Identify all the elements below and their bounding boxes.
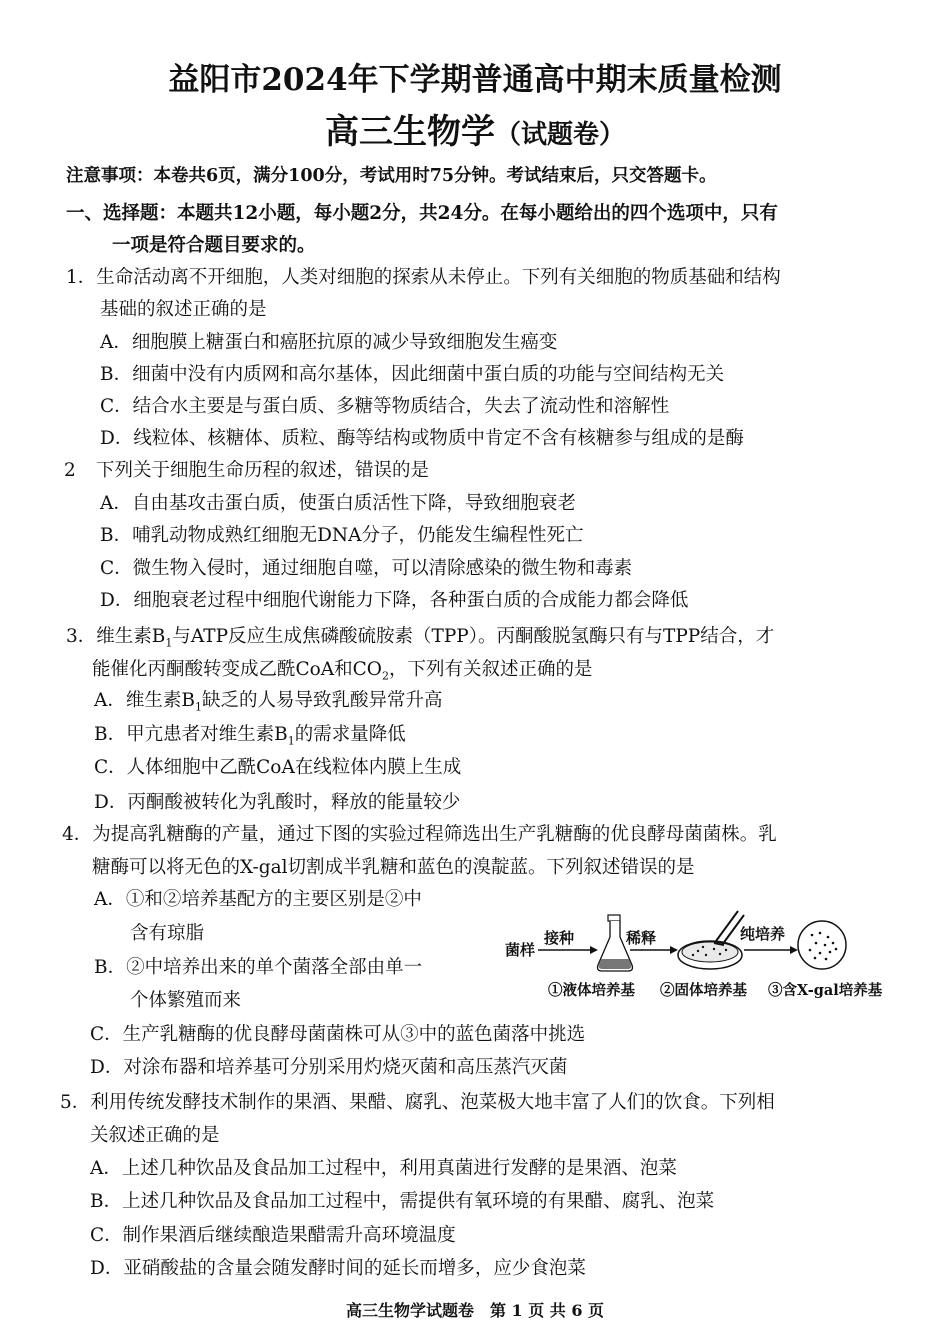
arrow-head: [790, 946, 798, 954]
q3-option-d: D．丙酮酸被转化为乳酸时，释放的能量较少: [94, 792, 461, 813]
q2-option-a: A．自由基攻击蛋白质，使蛋白质活性下降，导致细胞衰老: [100, 493, 576, 514]
paper-type: （试题卷）: [494, 120, 625, 150]
diagram-label-2: ②固体培养基: [660, 982, 747, 999]
q4-stem-cont: 糖酶可以将无色的X-gal切割成半乳糖和蓝色的溴靛蓝。下列叙述错误的是: [92, 857, 695, 878]
q3-option-c: C．人体细胞中乙酰CoA在线粒体内膜上生成: [94, 757, 462, 778]
q3-stem-part: 3．维生素B: [66, 626, 166, 647]
diagram-inoculate-label: 接种: [544, 929, 575, 947]
q2-option-b: B．哺乳动物成熟红细胞无DNA分子，仍能发生编程性死亡: [100, 525, 584, 546]
q2-option-c: C．微生物入侵时，通过细胞自噬，可以清除感染的微生物和毒素: [100, 558, 633, 579]
q1-option-d: D．线粒体、核糖体、质粒、酶等结构或物质中肯定不含有核糖参与组成的是酶: [100, 428, 744, 449]
q4-option-c: C．生产乳糖酶的优良酵母菌菌株可从③中的蓝色菌落中挑选: [90, 1024, 586, 1045]
page-footer: 高三生物学试题卷 第 1 页 共 6 页: [345, 1301, 605, 1320]
q3-stem-cont: [92, 657, 593, 690]
q5-option-a: A．上述几种饮品及食品加工过程中，利用真菌进行发酵的是果酒、泡菜: [90, 1158, 677, 1179]
experiment-diagram: [500, 905, 900, 1005]
exam-notice: 注意事项：本卷共6页，满分100分，考试用时75分钟。考试结束后，只交答题卡。: [66, 166, 717, 186]
q3-option-b: [94, 722, 406, 755]
section-heading-cont: 一项是符合题目要求的。: [112, 235, 316, 256]
q3-option-a-part: A．维生素B: [94, 690, 195, 711]
q4-option-b-cont: 个体繁殖而来: [130, 990, 242, 1011]
q3-stem-part: 与ATP反应生成焦磷酸硫胺素（TPP）。丙酮酸脱氢酶只有与TPP结合，才: [172, 626, 775, 647]
petri-dish-icon: [678, 911, 744, 969]
arrow-head: [590, 946, 598, 954]
exam-subject-heading: [0, 104, 950, 153]
exam-title: 益阳市2024年下学期普通高中期末质量检测: [168, 62, 782, 98]
q4-stem: 4．为提高乳糖酶的产量，通过下图的实验过程筛选出生产乳糖酶的优良酵母菌菌株。乳: [62, 824, 777, 845]
q5-option-c: C．制作果酒后继续酿造果醋需升高环境温度: [90, 1225, 456, 1246]
q3-stem-part: 能催化丙酮酸转变成乙酰CoA和CO: [92, 659, 382, 680]
subscript: 2: [381, 669, 389, 683]
q3-stem: [66, 624, 774, 657]
subject-name: 高三生物学: [324, 112, 495, 152]
q3-stem-part: ，下列有关叙述正确的是: [388, 659, 593, 680]
xgal-plate-icon: [798, 921, 846, 969]
q3-option-b-part: B．甲亢患者对维生素B: [94, 724, 288, 745]
q1-option-b: B．细菌中没有内质网和高尔基体，因此细菌中蛋白质的功能与空间结构无关: [100, 364, 725, 385]
q2-option-d: D．细胞衰老过程中细胞代谢能力下降，各种蛋白质的合成能力都会降低: [100, 590, 689, 611]
q3-option-a-part: 缺乏的人易导致乳酸异常升高: [201, 690, 443, 711]
q1-option-a: A．细胞膜上糖蛋白和癌胚抗原的减少导致细胞发生癌变: [100, 332, 558, 353]
subscript: 1: [287, 734, 295, 748]
q4-option-a: A．①和②培养基配方的主要区别是②中: [94, 889, 422, 910]
q4-option-a-cont: 含有琼脂: [130, 923, 205, 944]
q4-option-b: B．②中培养出来的单个菌落全部由单一: [94, 957, 423, 978]
q5-option-d: D．亚硝酸盐的含量会随发酵时间的延长而增多，应少食泡菜: [90, 1258, 586, 1279]
subscript: 1: [194, 700, 202, 714]
q1-stem-cont: 基础的叙述正确的是: [100, 299, 267, 320]
diagram-purify-label: 纯培养: [740, 925, 786, 943]
section-heading: 一、选择题：本题共12小题，每小题2分，共24分。在每小题给出的四个选项中，只有: [66, 203, 778, 224]
q1-option-c: C．结合水主要是与蛋白质、多糖等物质结合，失去了流动性和溶解性: [100, 396, 670, 417]
q2-stem: 下列关于细胞生命历程的叙述，错误的是: [96, 460, 430, 481]
q2-number: 2: [64, 460, 76, 481]
subscript: 1: [165, 636, 173, 650]
q4-option-d: D．对涂布器和培养基可分别采用灼烧灭菌和高压蒸汽灭菌: [90, 1057, 568, 1078]
q5-stem: 5．利用传统发酵技术制作的果酒、果醋、腐乳、泡菜极大地丰富了人们的饮食。下列相: [60, 1092, 775, 1113]
q5-option-b: B．上述几种饮品及食品加工过程中，需提供有氧环境的有果醋、腐乳、泡菜: [90, 1191, 715, 1212]
diagram-label-1: ①液体培养基: [548, 982, 635, 999]
arrow-head: [670, 946, 678, 954]
q3-option-b-part: 的需求量降低: [294, 724, 406, 745]
diagram-label-3: ③含X-gal培养基: [768, 982, 883, 999]
q3-option-a: [94, 688, 442, 721]
q5-stem-cont: 关叙述正确的是: [90, 1125, 220, 1146]
q1-stem: 1．生命活动离不开细胞，人类对细胞的探索从未停止。下列有关细胞的物质基础和结构: [66, 267, 781, 288]
diagram-sample-label: 菌样: [505, 941, 536, 959]
diagram-dilute-label: 稀释: [626, 929, 657, 947]
